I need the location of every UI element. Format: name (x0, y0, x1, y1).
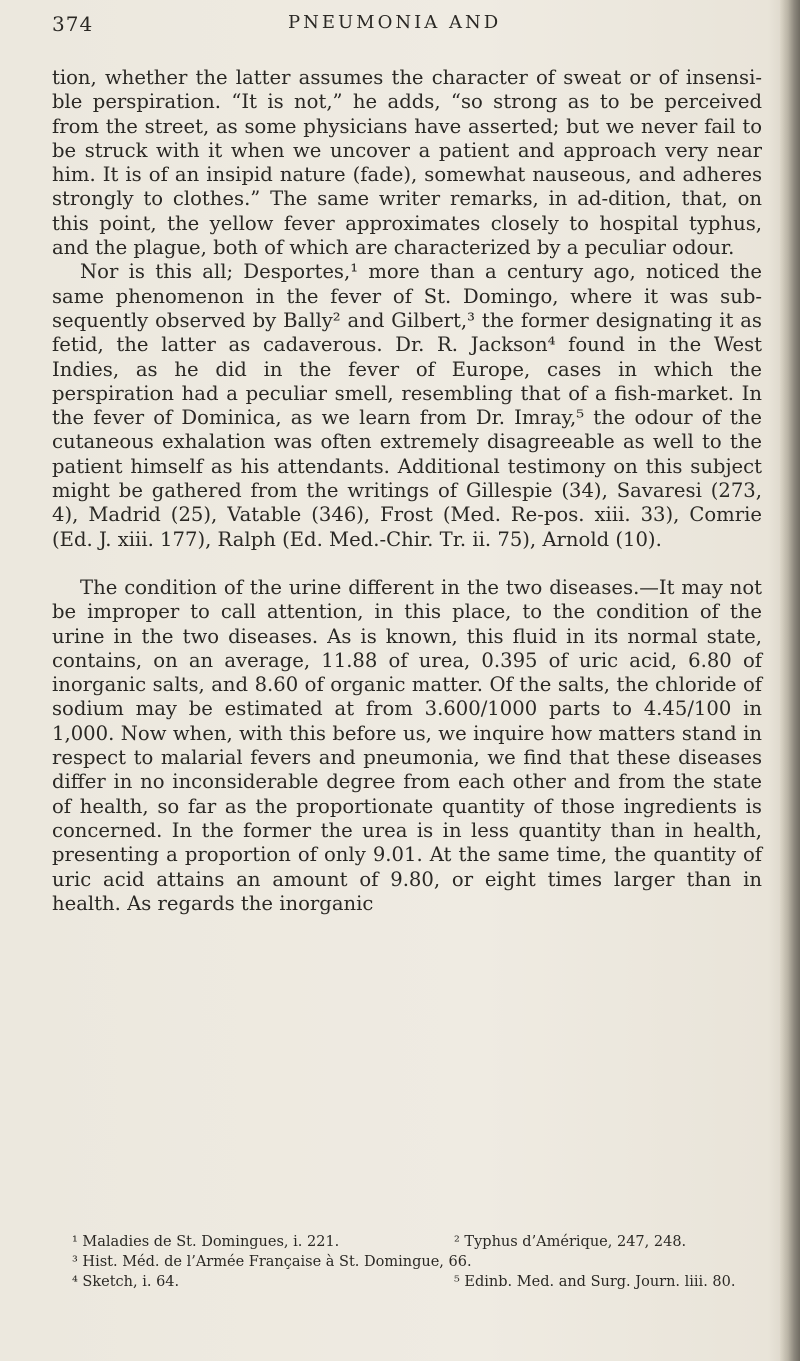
page-number: 374 (52, 12, 94, 36)
paragraph-3-urine-section: The condition of the urine different in the two diseases.—It may not be improper to call attention, in this place, to the condition of the urine in the two diseases. As is known, this fluid in its normal state, contains, on an average, 11.88 of urea, 0.395 of uric acid, 6.80 of inorganic salts, and 8.60 of organic matter. Of the salts, the chloride of sodium may be estimated at from 3.600/1000 parts to 4.45/100 in 1,000. Now when, with this before us, we inquire how matters stand in respect to malarial fevers and pneumonia, we find that these diseases differ in no inconsiderable degree from each other and from the state of health, so far as the proportionate quantity of those ingredients is concerned. In the former the urea is in less quantity than in health, presenting a proportion of only 9.01. At the same time, the quantity of uric acid attains an amount of 9.80, or eight times larger than in health. As regards the inorganic (52, 575, 762, 915)
footnote-row (72, 1232, 762, 1252)
page-header (52, 12, 758, 42)
running-head: PNEUMONIA AND (288, 12, 502, 33)
footnote-2: ² Typhus d’Amérique, 247, 248. (454, 1234, 687, 1250)
footnote-row (72, 1252, 762, 1272)
footnote-1: ¹ Maladies de St. Domingues, i. 221. (72, 1234, 340, 1250)
footnote-4: ⁴ Sketch, i. 64. (72, 1274, 180, 1290)
footnote-5: ⁵ Edinb. Med. and Surg. Journ. liii. 80. (454, 1274, 736, 1290)
page-edge-shadow (780, 0, 800, 1361)
body-text (52, 66, 762, 916)
paragraph-1: tion, whether the latter assumes the character of sweat or of insensi-ble perspiration. “It is not,” he adds, “so strong as to be perceived from the street, as some physicians have asserted; but we never fail to be struck with it when we uncover a patient and approach very near him. It is of an insipid nature (fade), somewhat nauseous, and adheres strongly to clothes.” The same writer remarks, in ad-dition, that, on this point, the yellow fever approximates closely to hospital typhus, and the plague, both of which are characterized by a peculiar odour. (52, 66, 762, 260)
footnote-3: ³ Hist. Méd. de l’Armée Française à St. Domingue, 66. (72, 1254, 472, 1270)
footnotes (72, 1232, 762, 1292)
footnote-row (72, 1272, 762, 1292)
paragraph-2: Nor is this all; Desportes,¹ more than a century ago, noticed the same phenomenon in the fever of St. Domingo, where it was sub-sequently observed by Bally² and Gilbert,³ the former designating it as fetid, the latter as cadaverous. Dr. R. Jackson⁴ found in the West Indies, as he did in the fever of Europe, cases in which the perspiration had a peculiar smell, resembling that of a fish-market. In the fever of Dominica, as we learn from Dr. Imray,⁵ the odour of the cutaneous exhalation was often extremely disagreeable as well to the patient himself as his attendants. Additional testimony on this subject might be gathered from the writings of Gillespie (34), Savaresi (273, 4), Madrid (25), Vatable (346), Frost (Med. Re-pos. xiii. 33), Comrie (Ed. J. xiii. 177), Ralph (Ed. Med.-Chir. Tr. ii. 75), Arnold (10). (52, 260, 762, 551)
